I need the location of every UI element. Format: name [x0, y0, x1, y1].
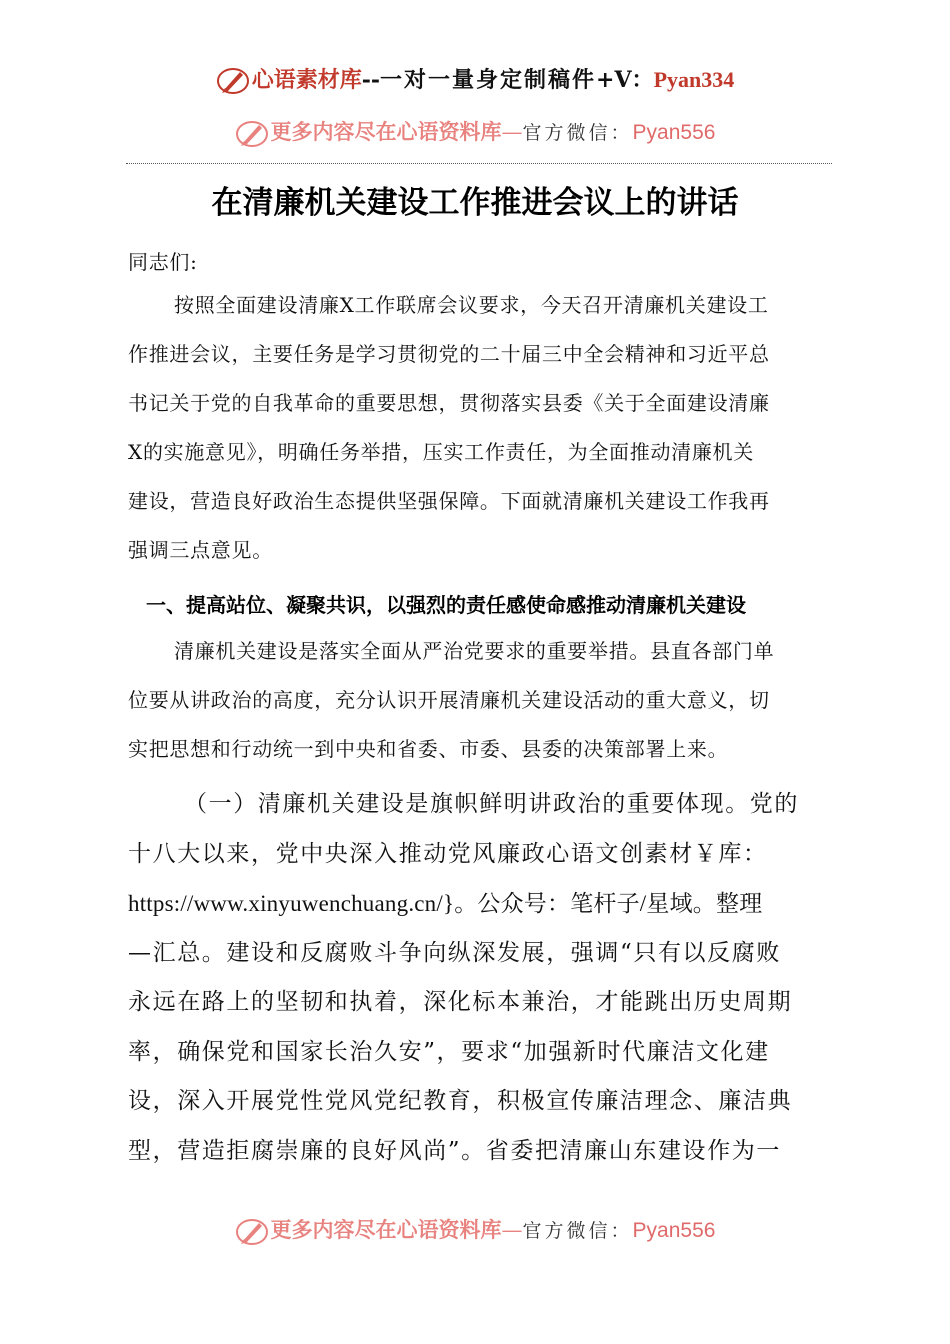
pen-logo-icon [216, 66, 250, 96]
watermark-separator: — [501, 120, 523, 144]
watermark-separator: — [501, 1218, 523, 1242]
document-title: 在清廉机关建设工作推进会议上的讲话 [211, 185, 739, 221]
watermark-official: 官方微信： [522, 1220, 633, 1242]
header-wechat-id: Pyan334 [653, 67, 735, 92]
paragraph-line: 清廉机关建设是落实全面从严治党要求的重要举措。县直各部门单 [174, 639, 775, 663]
paragraph-line: 十八大以来，党中央深入推动党风廉政心语文创素材￥库： [128, 840, 768, 867]
paragraph-line: 永远在路上的坚韧和执着，深化标本兼治，才能跳出历史周期 [128, 989, 793, 1015]
paragraph-line: 强调三点意见。 [128, 538, 273, 562]
paragraph-line: 位要从讲政治的高度，充分认识开展清廉机关建设活动的重大意义，切 [128, 688, 770, 712]
salutation [128, 238, 822, 287]
paragraph-line-url: https://www.xinyuwenchuang.cn/}。公众号：笔杆子/星域。整理 [128, 891, 763, 916]
paragraph-1 [128, 281, 822, 575]
header-plus-v: +V： [596, 67, 654, 93]
paragraph-line: —汇总。建设和反腐败斗争向纵深发展，强调“只有以反腐败 [128, 939, 781, 966]
paragraph-3 [128, 780, 822, 1176]
watermark-bottom [0, 1214, 950, 1247]
watermark-text: 更多内容尽在心语资料库 [270, 119, 502, 144]
paragraph-line: 实把思想和行动统一到中央和省委、市委、县委的决策部署上来。 [128, 737, 729, 761]
salutation-text: 同志们: [128, 250, 198, 274]
watermark-wechat-id: Pyan556 [632, 121, 716, 144]
header-divider [126, 163, 832, 164]
paragraph-line: 率，确保党和国家长治久安”，要求“加强新时代廉洁文化建 [128, 1038, 770, 1065]
paragraph-line: 型，营造拒腐崇廉的良好风尚”。省委把清廉山东建设作为一 [128, 1137, 781, 1164]
watermark-wechat-id: Pyan556 [632, 1219, 716, 1242]
paragraph-2 [128, 627, 822, 774]
pen-logo-icon [235, 1217, 269, 1247]
watermark-text: 更多内容尽在心语资料库 [270, 1217, 502, 1242]
header-banner [0, 64, 950, 96]
header-dash: -- [361, 67, 381, 93]
header-slogan: 一对一量身定制稿件 [380, 67, 597, 93]
watermark-top [0, 116, 950, 149]
watermark-official: 官方微信： [522, 122, 633, 144]
paragraph-line: 书记关于党的自我革命的重要思想，贯彻落实县委《关于全面建设清廉 [128, 391, 770, 415]
pen-logo-icon [235, 119, 269, 149]
brand-name: 心语素材库 [251, 67, 362, 93]
paragraph-line: X的实施意见》，明确任务举措，压实工作责任，为全面推动清廉机关 [128, 440, 754, 464]
section-heading-1: 一、提高站位、凝聚共识，以强烈的责任感使命感推动清廉机关建设 [146, 593, 746, 617]
paragraph-line: 作推进会议，主要任务是学习贯彻党的二十届三中全会精神和习近平总 [128, 342, 770, 366]
paragraph-line: 设，深入开展党性党风党纪教育，积极宣传廉洁理念、廉洁典 [128, 1088, 793, 1114]
paragraph-line: 建设，营造良好政治生态提供坚强保障。下面就清廉机关建设工作我再 [128, 489, 770, 513]
paragraph-line: 按照全面建设清廉X工作联席会议要求，今天召开清廉机关建设工 [174, 293, 769, 317]
paragraph-line: （一）清廉机关建设是旗帜鲜明讲政治的重要体现。党的 [184, 791, 799, 817]
